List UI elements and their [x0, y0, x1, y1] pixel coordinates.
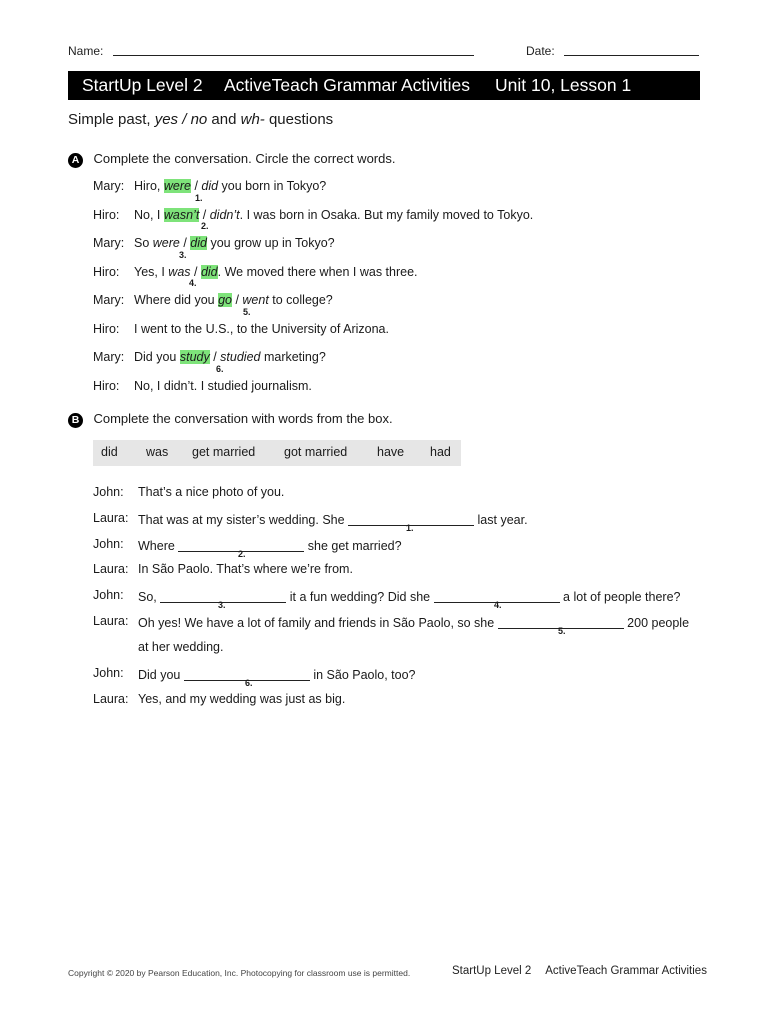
dialogue-line: Oh yes! We have a lot of family and friends in São Paolo, so she 200 people — [138, 616, 690, 630]
section-a-badge: A — [68, 153, 83, 168]
word-box-item: did — [101, 445, 118, 459]
banner-course: StartUp Level 2 — [82, 75, 203, 95]
speaker: Mary: — [93, 350, 125, 364]
word-box-item: get married — [192, 445, 256, 459]
footer-title: StartUp Level 2 ActiveTeach Grammar Activities — [452, 965, 707, 977]
choice-option[interactable]: did — [201, 179, 219, 193]
banner-unit: Unit 10, Lesson 1 — [495, 75, 632, 95]
word-box — [93, 440, 461, 466]
choice-option[interactable]: was — [168, 265, 191, 279]
section-a-instruction: Complete the conversation. Circle the correct words. — [93, 151, 396, 166]
choice-option[interactable]: go — [218, 293, 232, 307]
dialogue-line: Where she get married? — [138, 539, 402, 553]
dialogue-line: That’s a nice photo of you. — [138, 485, 285, 499]
section-b-instruction: Complete the conversation with words from the box. — [93, 411, 393, 426]
section-a-header — [68, 150, 395, 168]
section-b-header — [68, 410, 393, 428]
item-number: 4. — [189, 278, 197, 288]
date-field[interactable] — [564, 55, 699, 56]
item-number: 3. — [179, 250, 187, 260]
choice-option[interactable]: did — [200, 265, 218, 279]
speaker: Mary: — [93, 236, 125, 250]
copyright-notice: Copyright © 2020 by Pearson Education, Inc. Photocopying for classroom use is permitted. — [68, 968, 411, 978]
dialogue-line: I went to the U.S., to the University of Arizona. — [134, 322, 389, 336]
speaker: John: — [93, 537, 124, 551]
choice-option[interactable]: wasn’t — [163, 208, 200, 222]
dialogue-line: Yes, and my wedding was just as big. — [138, 692, 346, 706]
word-box-item: got married — [284, 445, 348, 459]
item-number: 4. — [494, 600, 502, 610]
choice-option[interactable]: did — [190, 236, 207, 250]
dialogue-line: Where did you go / went to college? — [134, 293, 333, 307]
choice-option[interactable]: studied — [220, 350, 261, 364]
speaker: John: — [93, 588, 124, 602]
dialogue-line: No, I didn’t. I studied journalism. — [134, 379, 312, 393]
item-number: 2. — [201, 221, 209, 231]
speaker: John: — [93, 666, 124, 680]
item-number: 5. — [243, 307, 251, 317]
word-box-item: have — [377, 445, 405, 459]
speaker: Hiro: — [93, 208, 120, 222]
page-subtitle: Simple past, yes / no and wh- questions — [68, 111, 334, 128]
speaker: Mary: — [93, 293, 125, 307]
choice-option[interactable]: didn’t — [209, 208, 240, 222]
item-number: 1. — [406, 523, 414, 533]
dialogue-line-continued: at her wedding. — [138, 640, 224, 654]
word-box-item: had — [430, 445, 451, 459]
speaker: Hiro: — [93, 265, 120, 279]
name-label: Name: — [68, 44, 104, 58]
word-box-item: was — [146, 445, 169, 459]
speaker: Laura: — [93, 562, 129, 576]
speaker: John: — [93, 485, 124, 499]
item-number: 2. — [238, 549, 246, 559]
banner-product: ActiveTeach Grammar Activities — [224, 75, 471, 95]
speaker: Hiro: — [93, 379, 120, 393]
choice-option[interactable]: were — [163, 179, 191, 193]
dialogue-line: So, it a fun wedding? Did she a lot of people there? — [138, 590, 681, 604]
dialogue-line: So were / did you grow up in Tokyo? — [134, 236, 335, 250]
name-field[interactable] — [113, 55, 474, 56]
choice-option[interactable]: went — [242, 293, 269, 307]
date-label: Date: — [526, 44, 555, 58]
dialogue-line: Yes, I was / did. We moved there when I was three. — [134, 265, 418, 279]
dialogue-line: In São Paolo. That’s where we’re from. — [138, 562, 353, 576]
choice-option[interactable]: study — [179, 350, 210, 364]
dialogue-line: Hiro, were / did you born in Tokyo? — [134, 179, 327, 193]
speaker: Mary: — [93, 179, 125, 193]
item-number: 1. — [195, 193, 203, 203]
title-banner — [68, 71, 700, 100]
section-b-badge: B — [68, 413, 83, 428]
speaker: Hiro: — [93, 322, 120, 336]
speaker: Laura: — [93, 511, 129, 525]
choice-option[interactable]: were — [152, 236, 180, 250]
speaker: Laura: — [93, 614, 129, 628]
item-number: 5. — [558, 626, 566, 636]
speaker: Laura: — [93, 692, 129, 706]
item-number: 6. — [245, 678, 253, 688]
dialogue-line: No, I wasn’t / didn’t. I was born in Osaka. But my family moved to Tokyo. — [134, 208, 534, 222]
dialogue-line: That was at my sister’s wedding. She last year. — [138, 513, 528, 527]
dialogue-line: Did you study / studied marketing? — [134, 350, 326, 364]
dialogue-line: Did you in São Paolo, too? — [138, 668, 416, 682]
item-number: 6. — [216, 364, 224, 374]
item-number: 3. — [218, 600, 226, 610]
